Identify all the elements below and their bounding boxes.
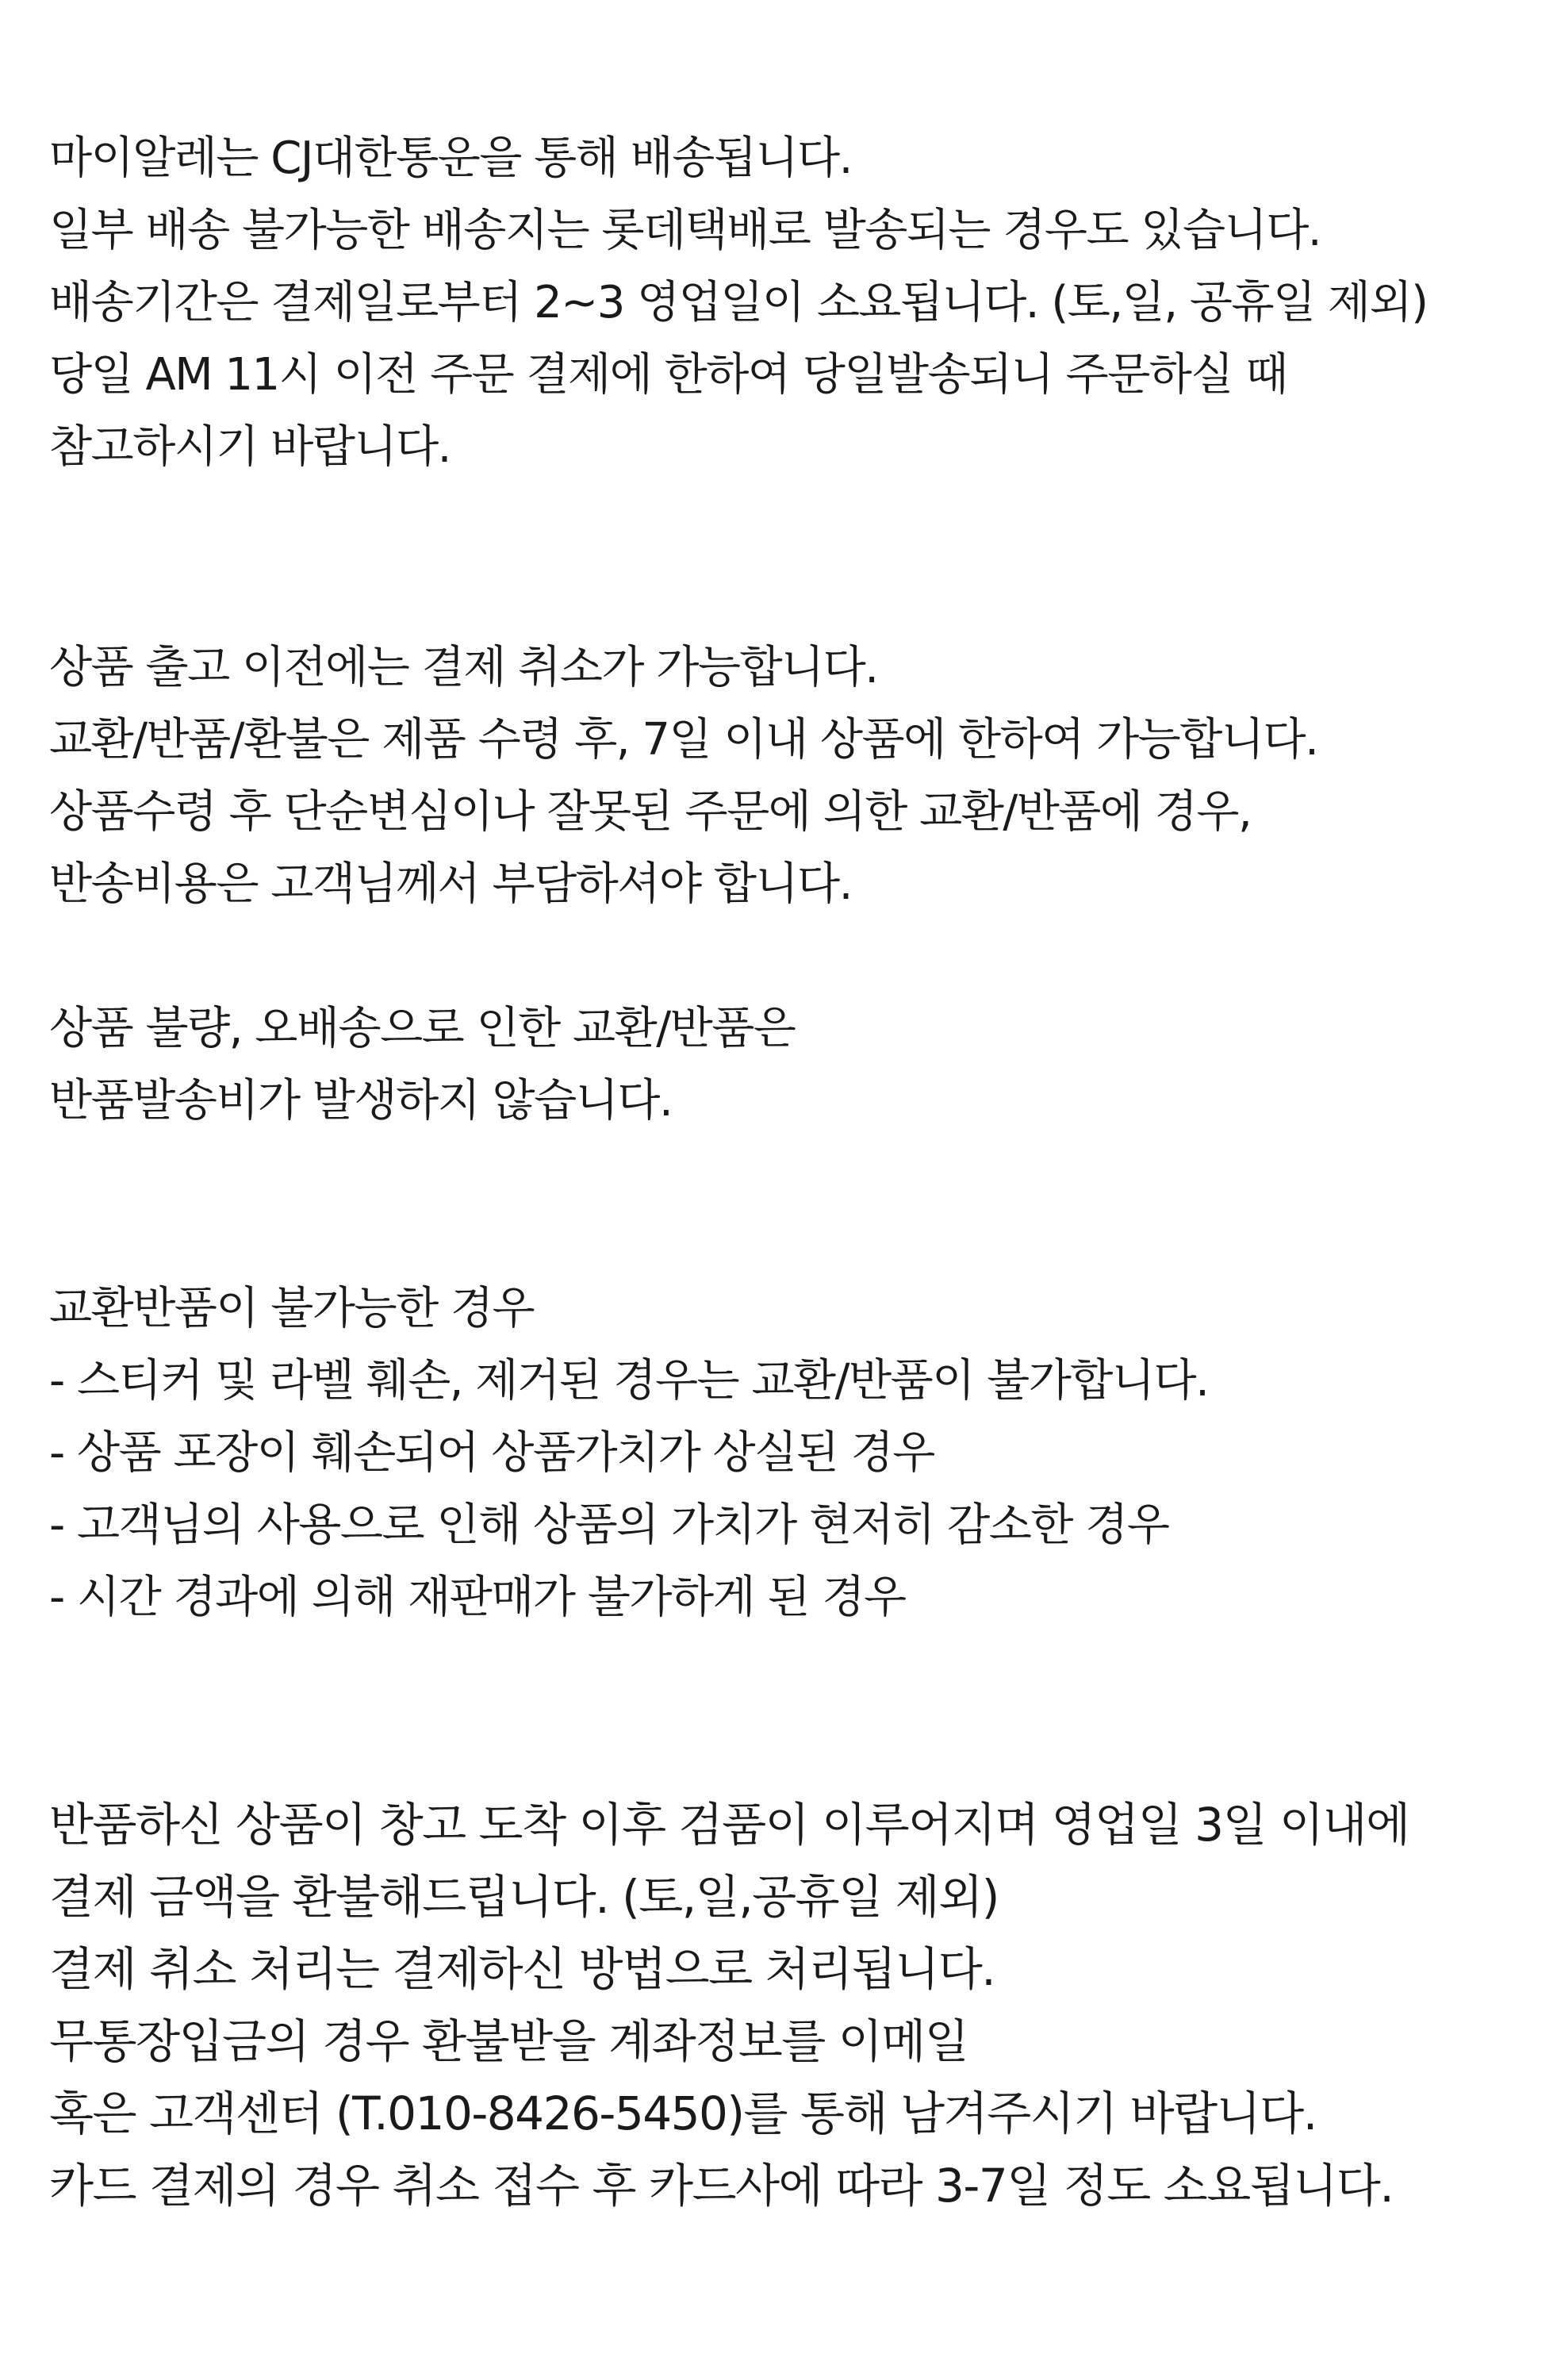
- defect-line-2: 반품발송비가 발생하지 않습니다.: [49, 1075, 673, 1127]
- not-allowed-item: - 상품 포장이 훼손되어 상품가치가 상실된 경우: [49, 1427, 934, 1479]
- shipping-line-4: 당일 AM 11시 이전 주문 결제에 한하여 당일발송되니 주문하실 때: [49, 349, 1287, 401]
- not-allowed-item: - 시간 경과에 의해 재판매가 불가하게 된 경우: [49, 1572, 906, 1623]
- shipping-line-1: 마이알레는 CJ대한통운을 통해 배송됩니다.: [49, 132, 852, 184]
- refund-line-1: 반품하신 상품이 창고 도착 이후 검품이 이루어지며 영업일 3일 이내에: [49, 1798, 1409, 1852]
- exchange-line-4: 반송비용은 고객님께서 부담하셔야 합니다.: [49, 858, 852, 910]
- refund-line-2: 결제 금액을 환불해드립니다. (토,일,공휴일 제외): [49, 1870, 999, 1924]
- shipping-line-2: 일부 배송 불가능한 배송지는 롯데택배로 발송되는 경우도 있습니다.: [49, 205, 1321, 256]
- shipping-line-5: 참고하시기 바랍니다.: [49, 421, 451, 473]
- not-allowed-heading: 교환반품이 불가능한 경우: [49, 1283, 535, 1334]
- refund-line-3: 결제 취소 처리는 결제하신 방법으로 처리됩니다.: [49, 1942, 995, 1996]
- not-allowed-item: - 고객님의 사용으로 인해 상품의 가치가 현저히 감소한 경우: [49, 1499, 1169, 1551]
- shipping-line-3: 배송기간은 결제일로부터 2~3 영업일이 소요됩니다. (토,일, 공휴일 제외): [49, 277, 1428, 328]
- refund-line-6: 카드 결제의 경우 취소 접수 후 카드사에 따라 3-7일 정도 소요됩니다.: [49, 2159, 1394, 2213]
- not-allowed-item: - 스티커 및 라벨 훼손, 제거된 경우는 교환/반품이 불가합니다.: [49, 1355, 1209, 1407]
- refund-line-5: 혹은 고객센터 (T.010-8426-5450)를 통해 남겨주시기 바랍니다.: [49, 2086, 1317, 2140]
- defect-line-1: 상품 불량, 오배송으로 인한 교환/반품은: [49, 1003, 796, 1054]
- exchange-line-2: 교환/반품/환불은 제품 수령 후, 7일 이내 상품에 한하여 가능합니다.: [49, 714, 1318, 766]
- exchange-line-1: 상품 출고 이전에는 결제 취소가 가능합니다.: [49, 642, 878, 693]
- refund-line-4: 무통장입금의 경우 환불받을 계좌정보를 이메일: [49, 2014, 968, 2068]
- exchange-line-3: 상품수령 후 단순변심이나 잘못된 주문에 의한 교환/반품에 경우,: [49, 786, 1252, 838]
